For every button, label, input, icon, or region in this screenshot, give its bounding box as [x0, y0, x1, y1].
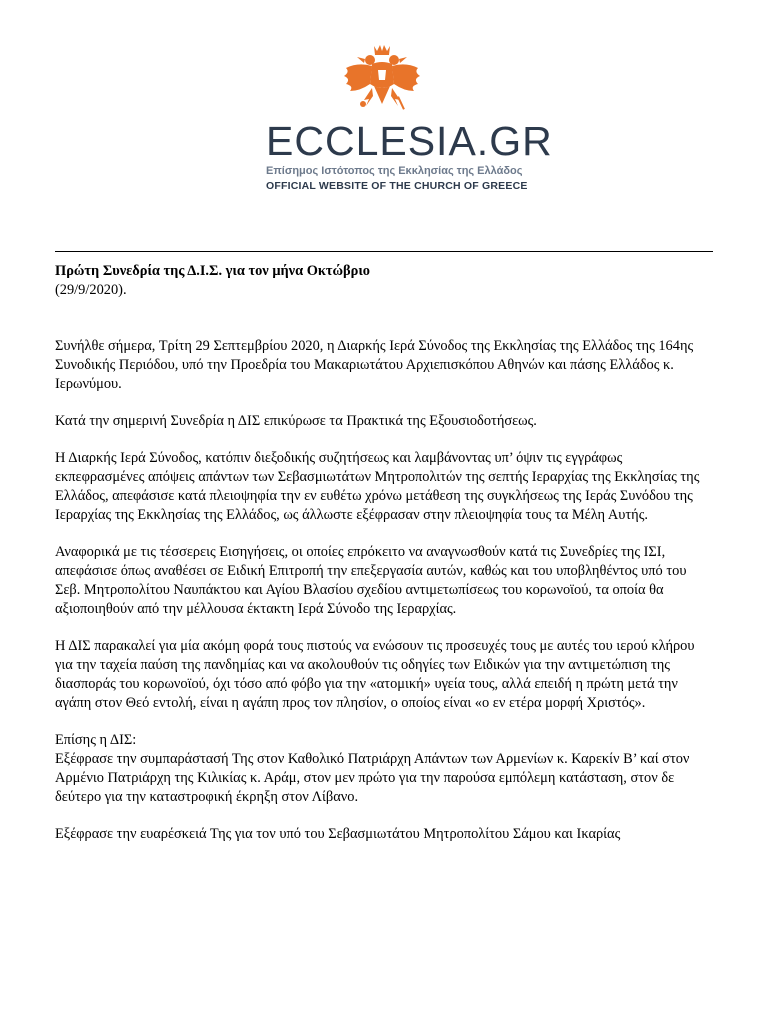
letterhead — [0, 0, 768, 250]
logo-subtitle-greek: Επίσημος Ιστότοπος της Εκκλησίας της Ελλάδος — [266, 165, 523, 177]
spacer — [55, 525, 715, 543]
spacer — [55, 431, 715, 449]
logo-subtitle-english: OFFICIAL WEBSITE OF THE CHURCH OF GREECE — [266, 180, 528, 192]
paragraph: Αναφορικά με τις τέσσερεις Εισηγήσεις, οι οποίες επρόκειτο να αναγνωσθούν κατά τις Συνεδρίες της ΙΣΙ, απεφάσισε όπως αναθέσει σε Ειδική Επιτροπή την επεξεργασία αυτών, καθώς και του υποβληθέντος υπό του Σεβ. Μητροπολίτου Ναυπάκτου και Αγίου Βλασίου σχεδίου αντιμετωπίσεως του κορωνοϊού, τα οποία θα αξιοποιηθούν από την μέλλουσα έκτακτη Ιερά Σύνοδο της Ιεραρχίας. — [55, 544, 687, 617]
document-date: (29/9/2020). — [55, 282, 127, 298]
document-body — [55, 262, 715, 844]
paragraph: Η Διαρκής Ιερά Σύνοδος, κατόπιν διεξοδικής συζητήσεως και λαμβάνοντας υπ’ όψιν τις εγγράφως εκπεφρασμένες απόψεις απάντων των Σεβασμιωτάτων Μητροπολιτών της σεπτής Ιεραρχίας της Εκκλησίας της Ελλάδος, απεφάσισε κατά πλειοψηφία την εν ευθέτω χρόνω μετάθεση της συγκλήσεως της Ιεράς Συνόδου της Ιεραρχίας της Εκκλησίας της Ελλάδος, ως άλλωστε εξέφρασαν στην πλειοψηφία τους τα Μέλη Αυτής. — [55, 450, 700, 523]
spacer — [55, 300, 715, 337]
paragraph: Κατά την σημερινή Συνεδρία η ΔΙΣ επικύρωσε τα Πρακτικά της Εξουσιοδοτήσεως. — [55, 413, 537, 429]
paragraph: Επίσης η ΔΙΣ: — [55, 732, 137, 748]
double-headed-eagle-icon — [342, 44, 422, 118]
spacer — [55, 807, 715, 825]
paragraph: Η ΔΙΣ παρακαλεί για μία ακόμη φορά τους πιστούς να ενώσουν τις προσευχές τους με αυτές του ιερού κλήρου για την ταχεία παύση της πανδημίας και να ακολουθούν τις οδηγίες των Ειδικών για την αντιμετώπιση της διασποράς του κορωνοϊού, όχι τόσο από φόβο για την «ατομική» υγεία τους, αλλά επειδή η πρώτη μετά την αγάπη στον Θεό εντολή, είναι η αγάπη προς τον πλησίον, ο οποίος είναι «ο εν ετέρα μορφή Χριστός». — [55, 638, 695, 711]
document-title: Πρώτη Συνεδρία της Δ.Ι.Σ. για τον μήνα Οκτώβριο — [55, 263, 370, 279]
logo-wordmark: ECCLESIA.GR — [266, 118, 553, 164]
header-divider — [55, 251, 713, 252]
paragraph: Εξέφρασε την ευαρέσκειά Της για τον υπό του Σεβασμιωτάτου Μητροπολίτου Σάμου και Ικαρίας — [55, 826, 621, 842]
paragraph: Συνήλθε σήμερα, Τρίτη 29 Σεπτεμβρίου 2020, η Διαρκής Ιερά Σύνοδος της Εκκλησίας της Ελλάδος της 164ης Συνοδικής Περιόδου, υπό την Προεδρία του Μακαριωτάτου Αρχιεπισκόπου Αθηνών και πάσης Ελλάδος κ. Ιερωνύμου. — [55, 338, 694, 392]
spacer — [55, 713, 715, 731]
spacer — [55, 619, 715, 637]
spacer — [55, 394, 715, 412]
paragraph: Εξέφρασε την συμπαράστασή Της στον Καθολικό Πατριάρχη Απάντων των Αρμενίων κ. Καρεκίν Β’ καί στον Αρμένιο Πατριάρχη της Κιλικίας κ. Αράμ, στον μεν πρώτο για την παρούσα εμπόλεμη κατάσταση, στον δε δεύτερο για την καταστροφική έκρηξη στον Λίβανο. — [55, 751, 690, 805]
